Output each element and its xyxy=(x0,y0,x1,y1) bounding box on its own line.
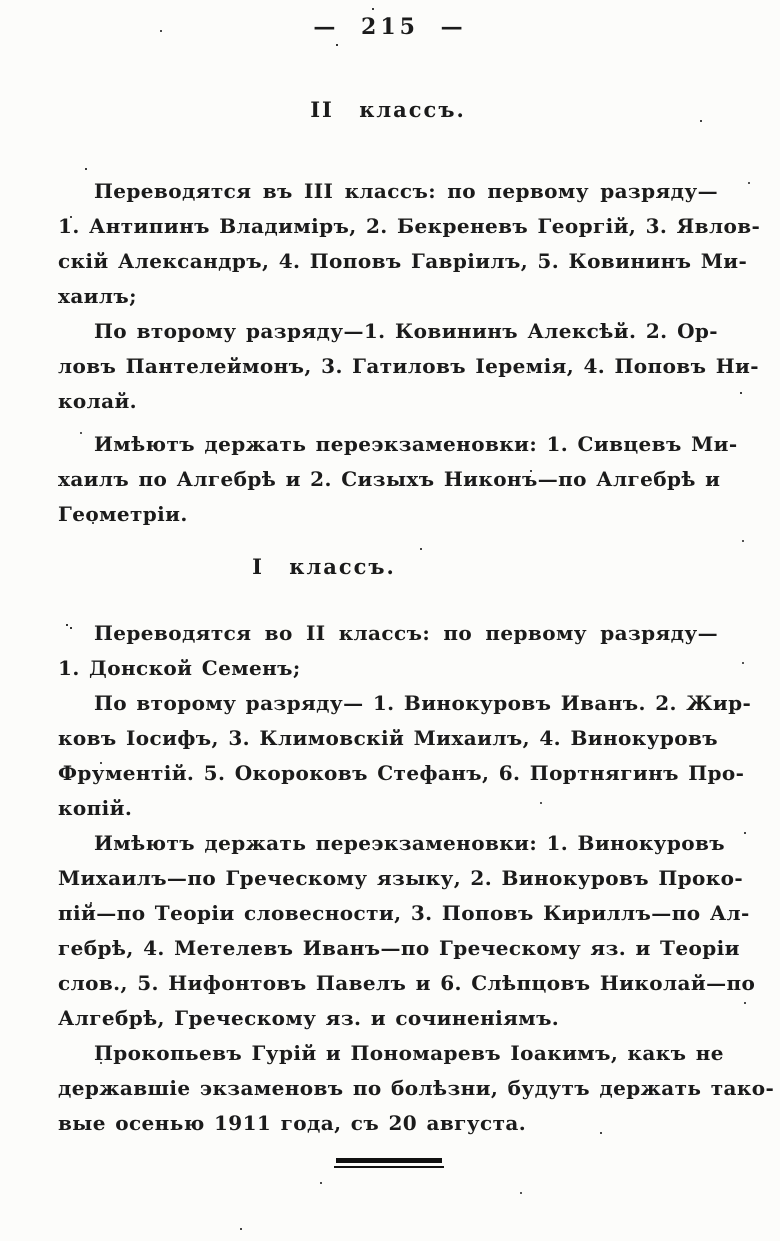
paragraph xyxy=(58,427,738,532)
text-line: ловъ Пантелеймонъ, 3. Гатиловъ Іеремія, 4. Поповъ Ни- xyxy=(58,354,759,378)
text-line: державшіе экзаменовъ по болѣзни, будутъ держать тако- xyxy=(58,1076,775,1100)
end-divider xyxy=(336,1158,442,1168)
section-heading-class2: II классъ. xyxy=(310,97,466,122)
text-line: Имѣютъ держать переэкзаменовки: 1. Сивцевъ Ми- xyxy=(94,432,738,456)
text-line: Имѣютъ держать переэкзаменовки: 1. Винокуровъ xyxy=(94,831,726,855)
text-line: скій Александръ, 4. Поповъ Гавріилъ, 5. Ковининъ Ми- xyxy=(58,249,748,273)
paragraph xyxy=(58,826,756,1036)
paragraph xyxy=(58,314,759,419)
divider-thin-rule xyxy=(334,1166,444,1168)
text-line: 1. Донской Семенъ; xyxy=(58,656,301,680)
text-line: копій. xyxy=(58,796,133,820)
text-line: ковъ Іосифъ, 3. Климовскій Михаилъ, 4. Винокуровъ xyxy=(58,726,718,750)
text-line: По второму разряду— 1. Винокуровъ Иванъ. 2. Жир- xyxy=(94,691,752,715)
text-line: Переводятся во II классъ: по первому разряду— xyxy=(94,621,718,645)
text-line: Фрументій. 5. Окороковъ Стефанъ, 6. Портнягинъ Про- xyxy=(58,761,745,785)
text-line: Прокопьевъ Гурій и Пономаревъ Іоакимъ, какъ не xyxy=(94,1041,724,1065)
paragraph xyxy=(58,1036,775,1141)
text-line: Переводятся въ III классъ: по первому разряду— xyxy=(94,179,718,203)
text-line: Алгебрѣ, Греческому яз. и сочиненіямъ. xyxy=(58,1006,560,1030)
text-line: хаилъ; xyxy=(58,284,137,308)
section-heading-class1: I классъ. xyxy=(252,554,396,579)
text-line: 1. Антипинъ Владиміръ, 2. Бекреневъ Георгій, 3. Явлов- xyxy=(58,214,761,238)
text-line: гебрѣ, 4. Метелевъ Иванъ—по Греческому яз. и Теоріи xyxy=(58,936,740,960)
paragraph xyxy=(58,174,761,314)
text-line: Михаилъ—по Греческому языку, 2. Винокуровъ Проко- xyxy=(58,866,744,890)
paragraph xyxy=(58,616,718,686)
scan-noise xyxy=(0,0,2,2)
text-line: вые осенью 1911 года, съ 20 августа. xyxy=(58,1111,527,1135)
page-number: — 215 — xyxy=(313,14,467,40)
divider-thick-rule xyxy=(336,1158,442,1163)
text-line: хаилъ по Алгебрѣ и 2. Сизыхъ Никонъ—по Алгебрѣ и xyxy=(58,467,721,491)
text-line: пій—по Теоріи словесности, 3. Поповъ Кириллъ—по Ал- xyxy=(58,901,750,925)
paragraph xyxy=(58,686,752,826)
page-content xyxy=(58,0,775,1141)
text-line: По второму разряду—1. Ковининъ Алексѣй. 2. Ор- xyxy=(94,319,718,343)
text-line: колай. xyxy=(58,389,138,413)
text-line: Геометріи. xyxy=(58,502,188,526)
text-line: слов., 5. Нифонтовъ Павелъ и 6. Слѣпцовъ Николай—по xyxy=(58,971,756,995)
